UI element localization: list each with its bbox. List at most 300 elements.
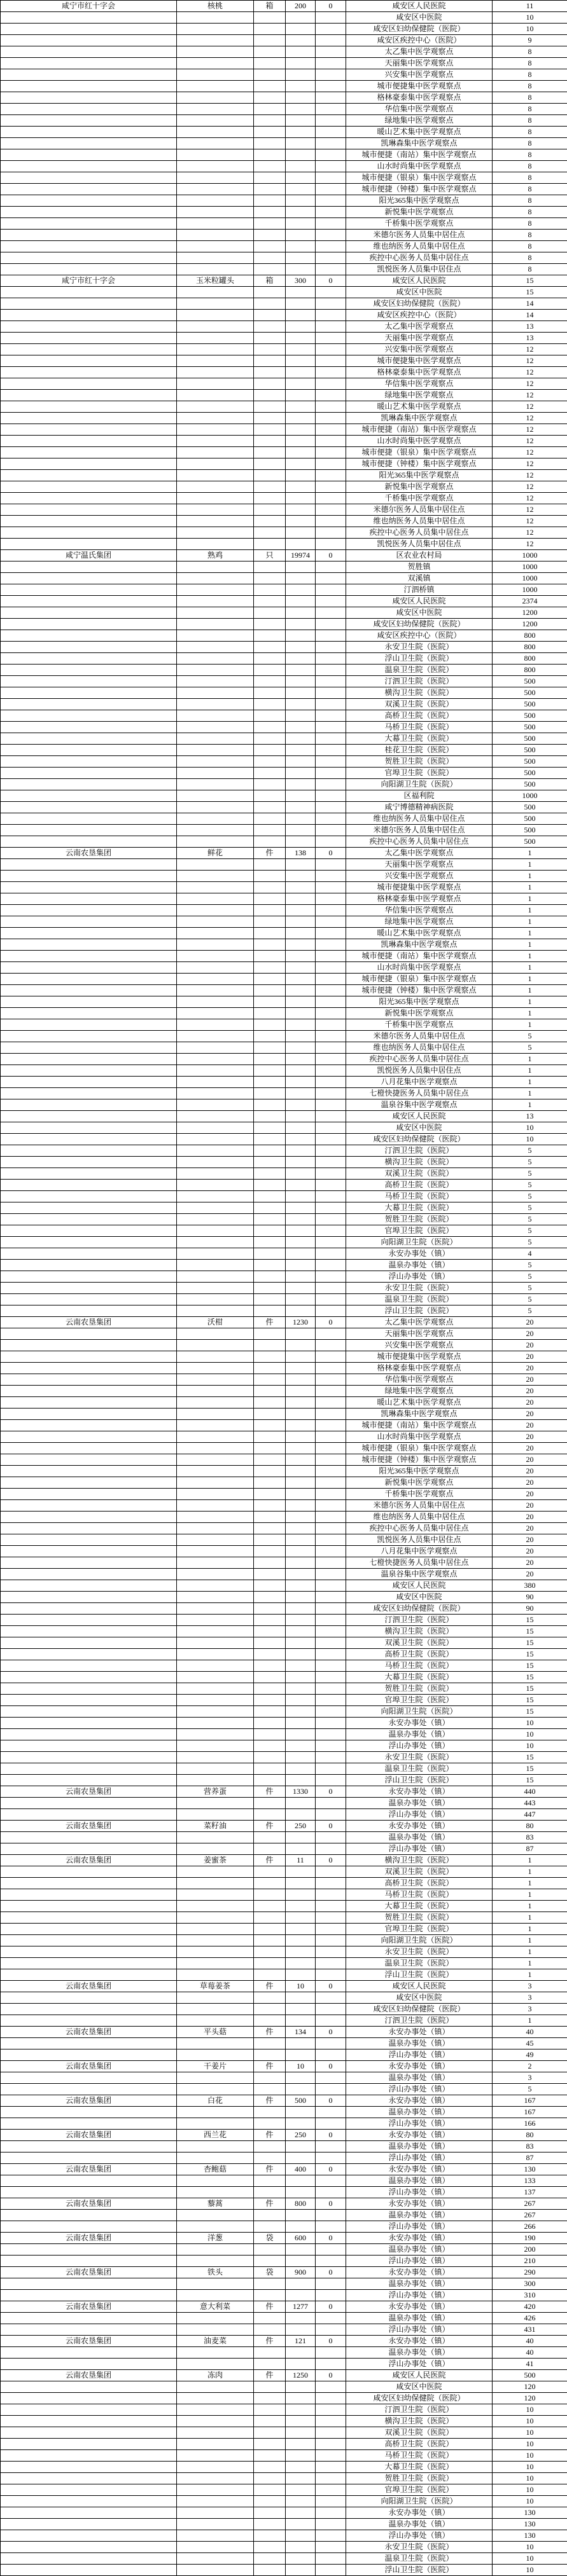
table-row bbox=[1, 561, 567, 573]
recipient-cell: 浮山办事处（镇） bbox=[346, 1843, 493, 1855]
unit-cell bbox=[254, 1054, 286, 1065]
balance-cell bbox=[316, 893, 346, 905]
balance-cell bbox=[316, 1615, 346, 1626]
recipient-cell: 永安办事处（镇） bbox=[346, 1248, 493, 1260]
unit-cell bbox=[254, 1901, 286, 1912]
item-cell bbox=[177, 1626, 254, 1637]
item-cell bbox=[177, 252, 254, 264]
unit-cell bbox=[254, 2210, 286, 2221]
recipient-cell: 官埠卫生院（医院） bbox=[346, 768, 493, 779]
quantity-cell bbox=[286, 710, 316, 722]
recipient-cell: 米德尔医务人员集中居住点 bbox=[346, 825, 493, 836]
recipient-cell: 浮山办事处（镇） bbox=[346, 2324, 493, 2336]
table-row bbox=[1, 1969, 567, 1981]
unit-cell bbox=[254, 287, 286, 298]
recipient-cell: 城市便捷集中医学观察点 bbox=[346, 81, 493, 92]
balance-cell bbox=[316, 241, 346, 252]
balance-cell bbox=[316, 1901, 346, 1912]
amount-cell: 20 bbox=[493, 1317, 567, 1328]
table-row bbox=[1, 905, 567, 916]
balance-cell bbox=[316, 2187, 346, 2198]
table-row bbox=[1, 630, 567, 642]
recipient-cell: 华信集中医学观察点 bbox=[346, 1374, 493, 1386]
amount-cell: 12 bbox=[493, 470, 567, 481]
donor-cell bbox=[1, 1569, 177, 1580]
donor-cell bbox=[1, 665, 177, 676]
item-cell bbox=[177, 1889, 254, 1901]
amount-cell: 137 bbox=[493, 2187, 567, 2198]
quantity-cell bbox=[286, 2450, 316, 2462]
item-cell bbox=[177, 985, 254, 996]
item-cell bbox=[177, 1157, 254, 1168]
balance-cell bbox=[316, 561, 346, 573]
balance-cell bbox=[316, 1592, 346, 1603]
unit-cell bbox=[254, 2450, 286, 2462]
item-cell bbox=[177, 2404, 254, 2416]
amount-cell: 5 bbox=[493, 1294, 567, 1305]
item-cell bbox=[177, 241, 254, 252]
donor-cell bbox=[1, 2496, 177, 2507]
item-cell bbox=[177, 1878, 254, 1889]
balance-cell bbox=[316, 2484, 346, 2496]
table-row bbox=[1, 1111, 567, 1122]
unit-cell bbox=[254, 2324, 286, 2336]
amount-cell: 1 bbox=[493, 1969, 567, 1981]
quantity-cell bbox=[286, 2507, 316, 2519]
item-cell bbox=[177, 161, 254, 172]
balance-cell: 0 bbox=[316, 2336, 346, 2347]
unit-cell bbox=[254, 1191, 286, 1202]
balance-cell bbox=[316, 573, 346, 584]
amount-cell: 87 bbox=[493, 1843, 567, 1855]
balance-cell bbox=[316, 104, 346, 115]
amount-cell: 500 bbox=[493, 2370, 567, 2381]
table-row bbox=[1, 2095, 567, 2107]
balance-cell bbox=[316, 2175, 346, 2187]
recipient-cell: 咸安区疾控中心（医院） bbox=[346, 630, 493, 642]
recipient-cell: 永安办事处（镇） bbox=[346, 2301, 493, 2313]
quantity-cell bbox=[286, 2381, 316, 2393]
recipient-cell: 咸安区人民医院 bbox=[346, 1111, 493, 1122]
item-cell bbox=[177, 2473, 254, 2484]
unit-cell bbox=[254, 756, 286, 768]
quantity-cell bbox=[286, 287, 316, 298]
unit-cell bbox=[254, 333, 286, 344]
quantity-cell bbox=[286, 676, 316, 687]
amount-cell: 380 bbox=[493, 1580, 567, 1592]
amount-cell: 15 bbox=[493, 1763, 567, 1775]
quantity-cell bbox=[286, 745, 316, 756]
amount-cell: 420 bbox=[493, 2301, 567, 2313]
donor-cell bbox=[1, 710, 177, 722]
balance-cell bbox=[316, 1054, 346, 1065]
amount-cell: 133 bbox=[493, 2175, 567, 2187]
unit-cell bbox=[254, 2462, 286, 2473]
donor-cell bbox=[1, 1580, 177, 1592]
unit-cell bbox=[254, 1019, 286, 1031]
donor-cell: 云南农垦集团 bbox=[1, 1855, 177, 1866]
table-row bbox=[1, 2462, 567, 2473]
donor-cell bbox=[1, 1615, 177, 1626]
unit-cell bbox=[254, 1626, 286, 1637]
table-row bbox=[1, 2198, 567, 2210]
quantity-cell bbox=[286, 252, 316, 264]
recipient-cell: 咸安区妇幼保健院（医院） bbox=[346, 1134, 493, 1145]
amount-cell: 13 bbox=[493, 1111, 567, 1122]
table-row bbox=[1, 962, 567, 974]
recipient-cell: 贺胜卫生院（医院） bbox=[346, 756, 493, 768]
unit-cell bbox=[254, 2152, 286, 2164]
balance-cell bbox=[316, 115, 346, 127]
table-row bbox=[1, 2427, 567, 2439]
recipient-cell: 浮山办事处（镇） bbox=[346, 2530, 493, 2542]
recipient-cell: 疾控中心医务人员集中居住点 bbox=[346, 836, 493, 848]
donor-cell bbox=[1, 2118, 177, 2130]
unit-cell bbox=[254, 939, 286, 951]
quantity-cell bbox=[286, 2175, 316, 2187]
item-cell bbox=[177, 1660, 254, 1672]
item-cell bbox=[177, 310, 254, 321]
donor-cell bbox=[1, 104, 177, 115]
unit-cell bbox=[254, 516, 286, 527]
donor-cell bbox=[1, 24, 177, 35]
table-row bbox=[1, 2004, 567, 2015]
donor-cell bbox=[1, 481, 177, 493]
recipient-cell: 格林豪泰集中医学观察点 bbox=[346, 92, 493, 104]
unit-cell bbox=[254, 1557, 286, 1569]
quantity-cell bbox=[286, 1718, 316, 1729]
amount-cell: 1 bbox=[493, 871, 567, 882]
amount-cell: 40 bbox=[493, 2027, 567, 2038]
quantity-cell bbox=[286, 310, 316, 321]
table-row bbox=[1, 138, 567, 149]
donor-cell bbox=[1, 252, 177, 264]
donor-cell bbox=[1, 916, 177, 928]
table-row bbox=[1, 1580, 567, 1592]
donor-cell bbox=[1, 46, 177, 58]
unit-cell bbox=[254, 481, 286, 493]
amount-cell: 1000 bbox=[493, 584, 567, 596]
table-row bbox=[1, 1202, 567, 1214]
balance-cell bbox=[316, 344, 346, 355]
item-cell: 熟鸡 bbox=[177, 550, 254, 561]
recipient-cell: 官埠卫生院（医院） bbox=[346, 1225, 493, 1237]
donor-cell bbox=[1, 1271, 177, 1283]
unit-cell bbox=[254, 1134, 286, 1145]
donor-cell bbox=[1, 893, 177, 905]
unit-cell bbox=[254, 1969, 286, 1981]
table-row bbox=[1, 69, 567, 81]
item-cell bbox=[177, 355, 254, 367]
unit-cell bbox=[254, 1374, 286, 1386]
quantity-cell bbox=[286, 790, 316, 802]
donor-cell bbox=[1, 2507, 177, 2519]
unit-cell bbox=[254, 607, 286, 619]
balance-cell bbox=[316, 81, 346, 92]
donor-cell bbox=[1, 1889, 177, 1901]
table-row bbox=[1, 2210, 567, 2221]
recipient-cell: 浮山办事处（镇） bbox=[346, 2152, 493, 2164]
amount-cell: 20 bbox=[493, 1374, 567, 1386]
donor-cell: 云南农垦集团 bbox=[1, 2027, 177, 2038]
unit-cell bbox=[254, 745, 286, 756]
recipient-cell: 天丽集中医学观察点 bbox=[346, 333, 493, 344]
balance-cell bbox=[316, 1019, 346, 1031]
unit-cell bbox=[254, 1809, 286, 1821]
balance-cell: 0 bbox=[316, 2198, 346, 2210]
balance-cell bbox=[316, 1489, 346, 1500]
unit-cell bbox=[254, 1615, 286, 1626]
quantity-cell bbox=[286, 378, 316, 390]
quantity-cell bbox=[286, 1626, 316, 1637]
unit-cell bbox=[254, 1889, 286, 1901]
recipient-cell: 暖山艺术集中医学观察点 bbox=[346, 1397, 493, 1409]
recipient-cell: 浮山办事处（镇） bbox=[346, 1809, 493, 1821]
item-cell bbox=[177, 916, 254, 928]
table-row bbox=[1, 2084, 567, 2095]
quantity-cell bbox=[286, 539, 316, 550]
donor-cell: 云南农垦集团 bbox=[1, 2198, 177, 2210]
amount-cell: 200 bbox=[493, 2244, 567, 2256]
balance-cell bbox=[316, 1843, 346, 1855]
amount-cell: 20 bbox=[493, 1431, 567, 1443]
balance-cell bbox=[316, 207, 346, 218]
amount-cell: 800 bbox=[493, 630, 567, 642]
balance-cell bbox=[316, 951, 346, 962]
amount-cell: 14 bbox=[493, 310, 567, 321]
quantity-cell bbox=[286, 596, 316, 607]
balance-cell bbox=[316, 2221, 346, 2233]
balance-cell bbox=[316, 1878, 346, 1889]
unit-cell: 件 bbox=[254, 1821, 286, 1832]
donor-cell bbox=[1, 2152, 177, 2164]
item-cell bbox=[177, 115, 254, 127]
item-cell: 油麦菜 bbox=[177, 2336, 254, 2347]
unit-cell bbox=[254, 539, 286, 550]
balance-cell bbox=[316, 1431, 346, 1443]
recipient-cell: 温泉办事处（镇） bbox=[346, 1260, 493, 1271]
quantity-cell bbox=[286, 905, 316, 916]
recipient-cell: 大幕卫生院（医院） bbox=[346, 1901, 493, 1912]
table-row bbox=[1, 1443, 567, 1454]
balance-cell bbox=[316, 916, 346, 928]
quantity-cell bbox=[286, 584, 316, 596]
balance-cell bbox=[316, 1065, 346, 1077]
quantity-cell bbox=[286, 1134, 316, 1145]
unit-cell bbox=[254, 1386, 286, 1397]
amount-cell: 9 bbox=[493, 35, 567, 46]
unit-cell: 件 bbox=[254, 2370, 286, 2381]
donor-cell bbox=[1, 996, 177, 1008]
quantity-cell: 121 bbox=[286, 2336, 316, 2347]
table-row bbox=[1, 974, 567, 985]
table-row bbox=[1, 344, 567, 355]
item-cell: 核桃 bbox=[177, 1, 254, 12]
table-row bbox=[1, 653, 567, 665]
unit-cell bbox=[254, 2004, 286, 2015]
quantity-cell bbox=[286, 184, 316, 195]
balance-cell bbox=[316, 2244, 346, 2256]
quantity-cell bbox=[286, 1019, 316, 1031]
item-cell bbox=[177, 2416, 254, 2427]
balance-cell bbox=[316, 149, 346, 161]
quantity-cell bbox=[286, 333, 316, 344]
table-row bbox=[1, 1180, 567, 1191]
table-row bbox=[1, 310, 567, 321]
balance-cell bbox=[316, 1752, 346, 1763]
donor-cell bbox=[1, 539, 177, 550]
item-cell bbox=[177, 1431, 254, 1443]
amount-cell: 8 bbox=[493, 115, 567, 127]
item-cell bbox=[177, 2565, 254, 2576]
recipient-cell: 城市便捷（银泉）集中医学观察点 bbox=[346, 1443, 493, 1454]
balance-cell bbox=[316, 1866, 346, 1878]
balance-cell bbox=[316, 985, 346, 996]
quantity-cell bbox=[286, 2141, 316, 2152]
balance-cell bbox=[316, 1294, 346, 1305]
amount-cell: 1 bbox=[493, 1077, 567, 1088]
unit-cell bbox=[254, 1718, 286, 1729]
item-cell bbox=[177, 149, 254, 161]
unit-cell: 件 bbox=[254, 1981, 286, 1992]
unit-cell bbox=[254, 1305, 286, 1317]
quantity-cell bbox=[286, 1832, 316, 1843]
unit-cell bbox=[254, 2565, 286, 2576]
donor-cell bbox=[1, 355, 177, 367]
balance-cell bbox=[316, 2210, 346, 2221]
amount-cell: 8 bbox=[493, 161, 567, 172]
balance-cell bbox=[316, 2118, 346, 2130]
amount-cell: 8 bbox=[493, 252, 567, 264]
table-row bbox=[1, 2484, 567, 2496]
recipient-cell: 浮山办事处（镇） bbox=[346, 1271, 493, 1283]
unit-cell bbox=[254, 1065, 286, 1077]
table-row bbox=[1, 172, 567, 184]
quantity-cell bbox=[286, 1180, 316, 1191]
recipient-cell: 永安卫生院（医院） bbox=[346, 642, 493, 653]
donor-cell bbox=[1, 1443, 177, 1454]
balance-cell bbox=[316, 378, 346, 390]
unit-cell bbox=[254, 1958, 286, 1969]
amount-cell: 120 bbox=[493, 2393, 567, 2404]
recipient-cell: 浮山办事处（镇） bbox=[346, 2290, 493, 2301]
quantity-cell bbox=[286, 996, 316, 1008]
quantity-cell: 11 bbox=[286, 1855, 316, 1866]
balance-cell bbox=[316, 390, 346, 401]
amount-cell: 20 bbox=[493, 1569, 567, 1580]
quantity-cell bbox=[286, 1935, 316, 1946]
recipient-cell: 高桥卫生院（医院） bbox=[346, 710, 493, 722]
item-cell bbox=[177, 1752, 254, 1763]
balance-cell: 0 bbox=[316, 1821, 346, 1832]
donor-cell bbox=[1, 1752, 177, 1763]
recipient-cell: 城市便捷集中医学观察点 bbox=[346, 882, 493, 893]
recipient-cell: 凯琳森集中医学观察点 bbox=[346, 939, 493, 951]
amount-cell: 15 bbox=[493, 1695, 567, 1706]
balance-cell bbox=[316, 596, 346, 607]
balance-cell bbox=[316, 401, 346, 413]
table-row bbox=[1, 1534, 567, 1546]
quantity-cell bbox=[286, 1489, 316, 1500]
balance-cell bbox=[316, 1626, 346, 1637]
item-cell bbox=[177, 2118, 254, 2130]
quantity-cell bbox=[286, 893, 316, 905]
balance-cell bbox=[316, 1718, 346, 1729]
unit-cell bbox=[254, 687, 286, 699]
quantity-cell bbox=[286, 974, 316, 985]
amount-cell: 8 bbox=[493, 184, 567, 195]
quantity-cell bbox=[286, 92, 316, 104]
item-cell bbox=[177, 2359, 254, 2370]
amount-cell: 3 bbox=[493, 1992, 567, 2004]
item-cell bbox=[177, 2496, 254, 2507]
recipient-cell: 咸安区中医院 bbox=[346, 2381, 493, 2393]
balance-cell bbox=[316, 58, 346, 69]
item-cell bbox=[177, 1077, 254, 1088]
recipient-cell: 维也纳医务人员集中居住点 bbox=[346, 241, 493, 252]
unit-cell bbox=[254, 2393, 286, 2404]
quantity-cell bbox=[286, 195, 316, 207]
donor-cell bbox=[1, 1946, 177, 1958]
table-row bbox=[1, 1420, 567, 1431]
amount-cell: 500 bbox=[493, 745, 567, 756]
balance-cell bbox=[316, 436, 346, 447]
item-cell: 姜蜜茶 bbox=[177, 1855, 254, 1866]
table-row bbox=[1, 2118, 567, 2130]
table-row bbox=[1, 996, 567, 1008]
balance-cell: 0 bbox=[316, 1855, 346, 1866]
recipient-cell: 永安办事处（镇） bbox=[346, 1821, 493, 1832]
amount-cell: 12 bbox=[493, 401, 567, 413]
item-cell: 意大利菜 bbox=[177, 2301, 254, 2313]
donor-cell bbox=[1, 1706, 177, 1718]
amount-cell: 8 bbox=[493, 149, 567, 161]
recipient-cell: 浮山办事处（镇） bbox=[346, 2084, 493, 2095]
quantity-cell bbox=[286, 1809, 316, 1821]
unit-cell bbox=[254, 470, 286, 481]
quantity-cell bbox=[286, 241, 316, 252]
amount-cell: 1000 bbox=[493, 573, 567, 584]
table-row bbox=[1, 1466, 567, 1477]
recipient-cell: 咸安区妇幼保健院（医院） bbox=[346, 2004, 493, 2015]
table-row bbox=[1, 378, 567, 390]
recipient-cell: 大幕卫生院（医院） bbox=[346, 733, 493, 745]
unit-cell bbox=[254, 2107, 286, 2118]
table-row bbox=[1, 24, 567, 35]
item-cell bbox=[177, 367, 254, 378]
donor-cell bbox=[1, 1294, 177, 1305]
item-cell: 平头菇 bbox=[177, 2027, 254, 2038]
item-cell bbox=[177, 962, 254, 974]
balance-cell bbox=[316, 2359, 346, 2370]
unit-cell bbox=[254, 104, 286, 115]
recipient-cell: 向阳湖卫生院（医院） bbox=[346, 779, 493, 790]
donor-cell bbox=[1, 2542, 177, 2553]
donor-cell bbox=[1, 687, 177, 699]
item-cell bbox=[177, 2450, 254, 2462]
quantity-cell bbox=[286, 1145, 316, 1157]
donor-cell bbox=[1, 161, 177, 172]
recipient-cell: 咸安区妇幼保健院（医院） bbox=[346, 298, 493, 310]
unit-cell bbox=[254, 2416, 286, 2427]
table-row bbox=[1, 596, 567, 607]
donor-cell bbox=[1, 149, 177, 161]
unit-cell bbox=[254, 630, 286, 642]
balance-cell bbox=[316, 264, 346, 275]
quantity-cell: 138 bbox=[286, 848, 316, 859]
recipient-cell: 米德尔医务人员集中居住点 bbox=[346, 504, 493, 516]
table-row bbox=[1, 2164, 567, 2175]
